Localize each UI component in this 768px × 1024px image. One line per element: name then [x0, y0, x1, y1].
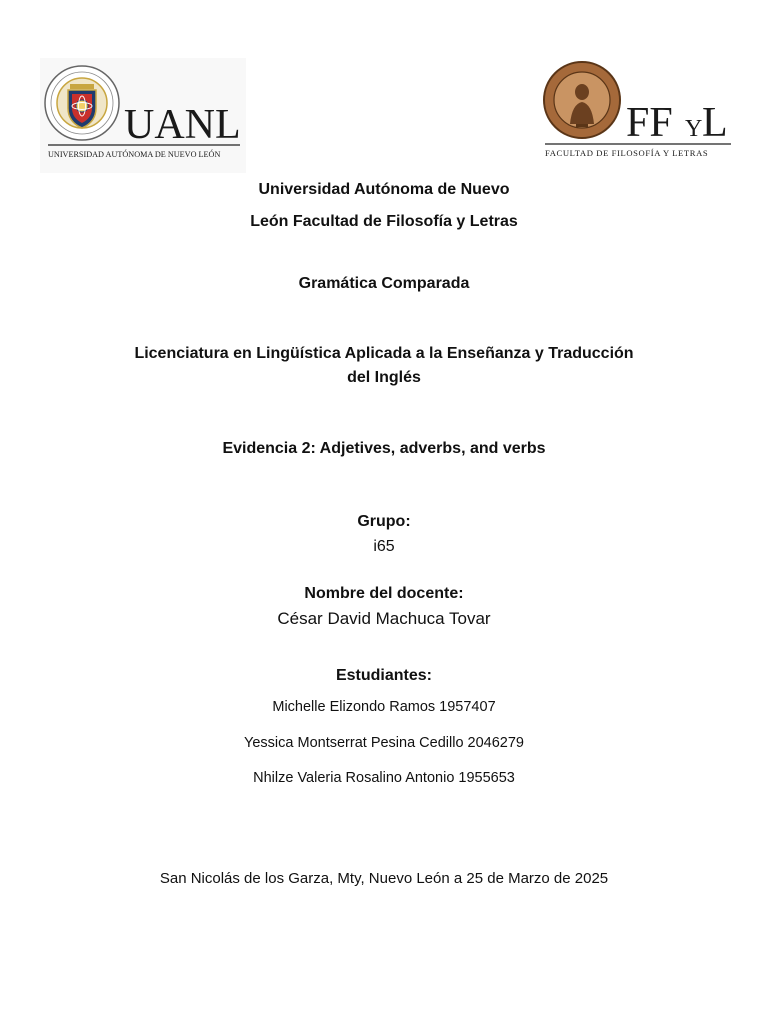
students-label: Estudiantes:	[335, 667, 432, 684]
ffyl-seal-icon	[544, 62, 620, 138]
teacher-label: Nombre del docente:	[304, 585, 464, 602]
course-title: Gramática Comparada	[298, 275, 470, 292]
uanl-subtitle: UNIVERSIDAD AUTÓNOMA DE NUEVO LEÓN	[48, 150, 221, 159]
student-item: Michelle Elizondo Ramos 1957407	[272, 699, 496, 715]
uanl-seal-icon	[45, 66, 119, 140]
student-item: Nhilze Valeria Rosalino Antonio 1955653	[253, 770, 515, 786]
degree-line-1: Licenciatura en Lingüística Aplicada a la Enseñanza y Traducción	[134, 345, 634, 362]
group-value: i65	[373, 538, 395, 555]
ffyl-wordmark-end: L	[702, 100, 728, 146]
degree-line-2: del Inglés	[347, 369, 421, 386]
ffyl-wordmark-small: Y	[685, 116, 703, 142]
uanl-wordmark: UANL	[124, 102, 241, 148]
university-line-1: Universidad Autónoma de Nuevo	[258, 181, 510, 198]
group-label: Grupo:	[357, 513, 411, 530]
student-item: Yessica Montserrat Pesina Cedillo 2046279	[244, 735, 524, 751]
place-date: San Nicolás de los Garza, Mty, Nuevo León a 25 de Marzo de 2025	[159, 870, 609, 887]
evidence-title: Evidencia 2: Adjetives, adverbs, and verbs	[222, 440, 546, 457]
ffyl-subtitle: FACULTAD DE FILOSOFÍA Y LETRAS	[545, 148, 709, 158]
university-line-2: León Facultad de Filosofía y Letras	[250, 213, 518, 230]
teacher-name: César David Machuca Tovar	[277, 609, 491, 628]
ffyl-logo	[540, 58, 736, 160]
ffyl-wordmark-main: FF	[626, 100, 673, 146]
uanl-logo	[40, 58, 246, 173]
